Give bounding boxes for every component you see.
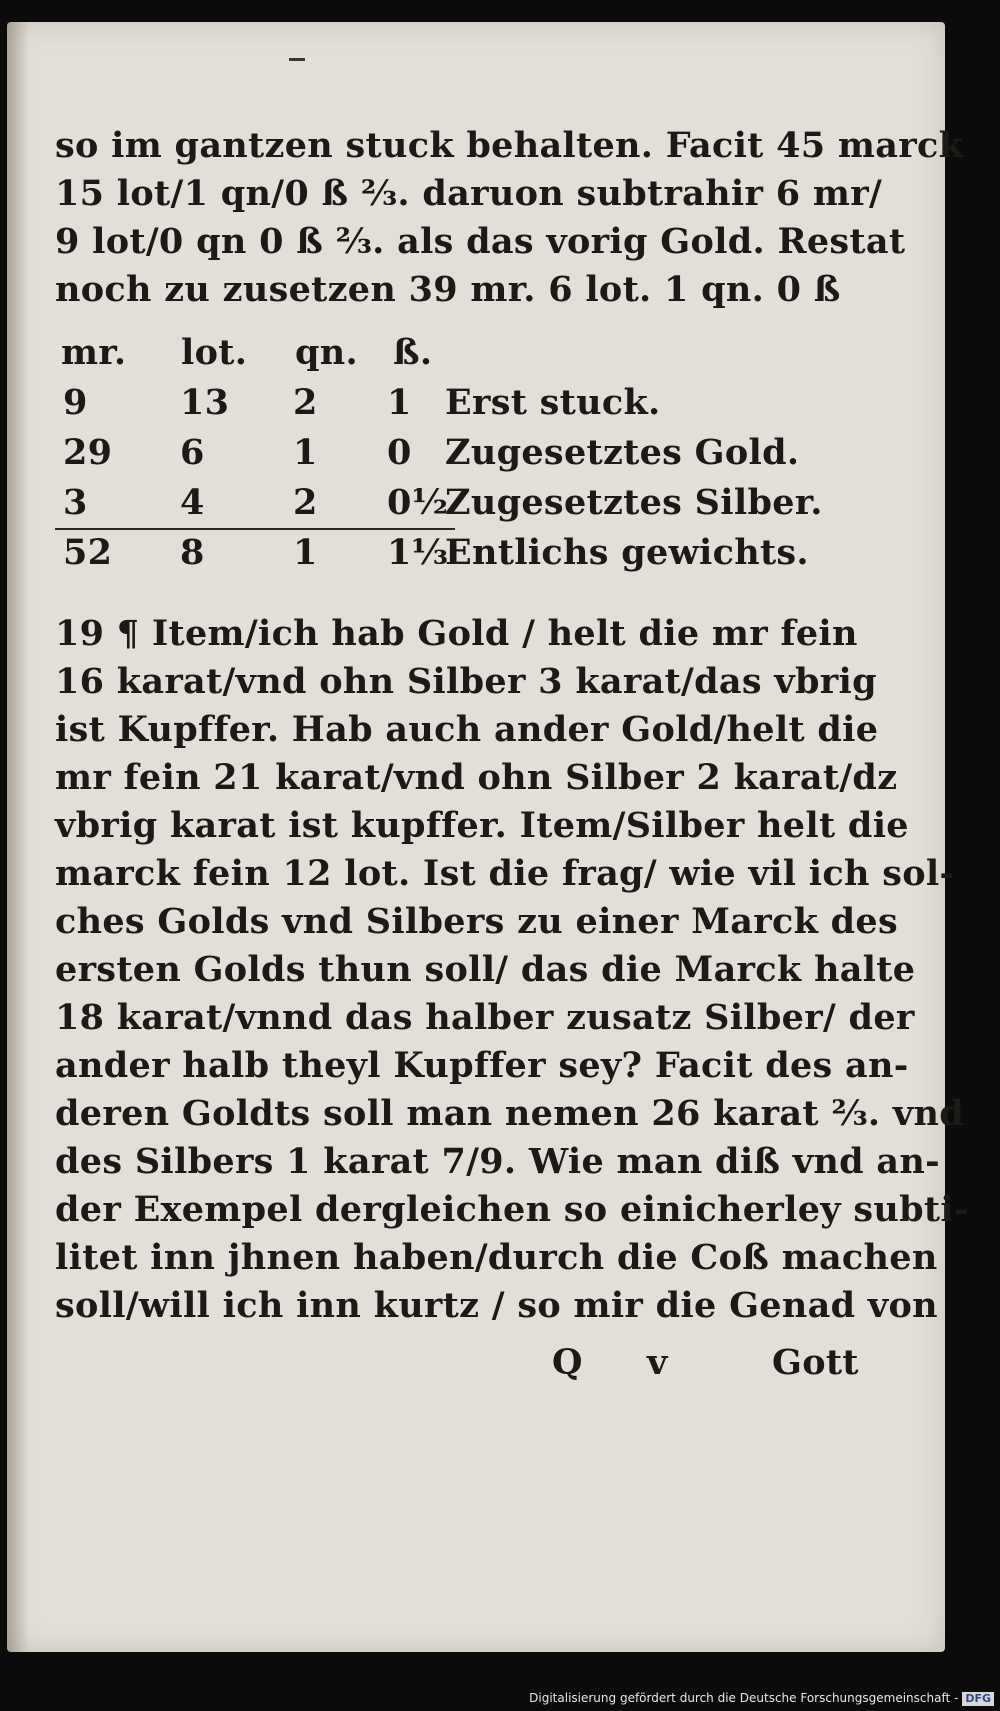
cell-label: Zugesetztes Silber. xyxy=(445,482,823,523)
text-line: vbrig karat ist kupffer. Item/Silber helt die xyxy=(55,805,909,846)
header-mr: mr. xyxy=(61,332,127,373)
paragraph-top xyxy=(55,122,963,314)
cell-qn: 1 xyxy=(293,432,318,473)
cell-label: Zugesetztes Gold. xyxy=(445,432,800,473)
text-line: mr fein 21 karat/vnd ohn Silber 2 karat/dz xyxy=(55,757,898,798)
text-line: litet inn jhnen haben/durch die Coß machen xyxy=(55,1237,938,1278)
dfg-logo: DFG xyxy=(962,1692,994,1706)
text-line: des Silbers 1 karat 7/9. Wie man diß vnd an- xyxy=(55,1141,940,1182)
cell-qn: 2 xyxy=(293,482,318,523)
header-lot: lot. xyxy=(181,332,248,373)
page-gutter-shade xyxy=(7,22,29,1652)
text-line: deren Goldts soll man nemen 26 karat ⅔. vnd xyxy=(55,1093,965,1134)
text-line: so im gantzen stuck behalten. Facit 45 marck xyxy=(55,125,964,166)
credit-text: Digitalisierung gefördert durch die Deutsche Forschungsgemeinschaft - xyxy=(529,1691,959,1705)
text-line: noch zu zusetzen 39 mr. 6 lot. 1 qn. 0 ß xyxy=(55,269,841,310)
book-page xyxy=(7,22,969,1652)
text-line: ander halb theyl Kupffer sey? Facit des an- xyxy=(55,1045,909,1086)
cell-label: Entlichs gewichts. xyxy=(445,532,809,573)
text-line: ersten Golds thun soll/ das die Marck halte xyxy=(55,949,916,990)
text-line: ches Golds vnd Silbers zu einer Marck des xyxy=(55,901,898,942)
cell-s: 1⅓ xyxy=(387,532,449,573)
cell-mr: 52 xyxy=(63,532,113,573)
text-line: marck fein 12 lot. Ist die frag/ wie vil ich sol- xyxy=(55,853,955,894)
catchword: Gott xyxy=(772,1342,859,1383)
text-line: 19 ¶ Item/ich hab Gold / helt die mr fein xyxy=(55,613,858,654)
text-line: 15 lot/1 qn/0 ß ⅔. daruon subtrahir 6 mr/ xyxy=(55,173,883,214)
text-line: ist Kupffer. Hab auch ander Gold/helt die xyxy=(55,709,879,750)
header-s: ß. xyxy=(393,332,433,373)
page-mark xyxy=(289,58,305,61)
text-line: 16 karat/vnd ohn Silber 3 karat/das vbrig xyxy=(55,661,877,702)
cell-lot: 6 xyxy=(180,432,205,473)
cell-mr: 9 xyxy=(63,382,88,423)
cell-lot: 13 xyxy=(180,382,230,423)
cell-mr: 29 xyxy=(63,432,113,473)
cell-s: 1 xyxy=(387,382,412,423)
header-qn: qn. xyxy=(295,332,359,373)
cell-s: 0½ xyxy=(387,482,449,523)
cell-lot: 8 xyxy=(180,532,205,573)
table-row xyxy=(55,478,855,528)
signature-letter: v xyxy=(647,1342,668,1383)
paragraph-19 xyxy=(55,610,969,1330)
text-line: soll/will ich inn kurtz / so mir die Genad von xyxy=(55,1285,938,1326)
cell-s: 0 xyxy=(387,432,412,473)
table-row xyxy=(55,428,855,478)
cell-mr: 3 xyxy=(63,482,88,523)
text-line: 18 karat/vnnd das halber zusatz Silber/ der xyxy=(55,997,915,1038)
cell-label: Erst stuck. xyxy=(445,382,661,423)
cell-qn: 2 xyxy=(293,382,318,423)
table-total-row xyxy=(55,528,855,578)
signature-mark: Q xyxy=(552,1342,583,1383)
digitization-credit xyxy=(529,1689,994,1707)
text-line: 9 lot/0 qn 0 ß ⅔. als das vorig Gold. Restat xyxy=(55,221,906,262)
table-header-row xyxy=(55,328,855,378)
weight-table xyxy=(55,328,855,578)
cell-lot: 4 xyxy=(180,482,205,523)
cell-qn: 1 xyxy=(293,532,318,573)
table-row xyxy=(55,378,855,428)
text-line: der Exempel dergleichen so einicherley subti- xyxy=(55,1189,969,1230)
